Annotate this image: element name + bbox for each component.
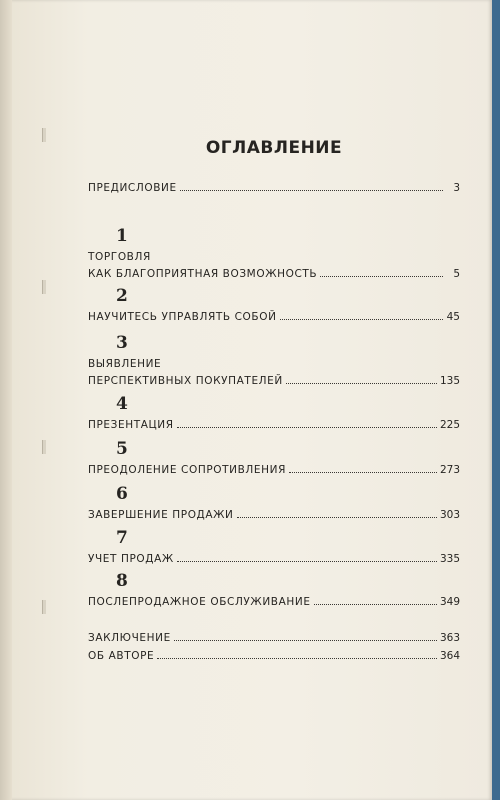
dot-leader	[286, 382, 437, 384]
entry-line	[88, 594, 460, 611]
page-number: 335	[439, 553, 460, 565]
toc-entry[interactable]	[88, 529, 460, 568]
page-number: 45	[446, 311, 460, 323]
binding-stitch	[42, 600, 46, 614]
entry-title-line: ВЫЯВЛЕНИЕ	[88, 358, 162, 370]
entry-title-line: КАК БЛАГОПРИЯТНАЯ ВОЗМОЖНОСТЬ	[88, 268, 318, 280]
chapter-number: 4	[116, 394, 128, 414]
chapter-number: 8	[116, 571, 128, 591]
toc-entry[interactable]	[88, 572, 460, 611]
entry-line	[88, 551, 460, 568]
binding-stitch	[42, 280, 46, 294]
entry-line	[88, 507, 460, 524]
binding-stitch	[42, 128, 46, 142]
entry-line	[88, 373, 460, 390]
entry-line	[88, 630, 460, 647]
entry-line	[88, 309, 460, 326]
entry-title-line: ПРЕЗЕНТАЦИЯ	[88, 419, 174, 431]
chapter-number: 7	[116, 528, 128, 548]
entry-line	[88, 180, 460, 197]
entry-title-line: ОБ АВТОРЕ	[88, 650, 155, 662]
entry-line	[88, 648, 460, 665]
book-gutter	[0, 0, 12, 800]
binding-stitch	[42, 440, 46, 454]
page-number: 363	[439, 632, 460, 644]
toc-entry[interactable]	[88, 440, 460, 479]
table-of-contents	[88, 0, 460, 800]
toc-entry[interactable]	[88, 630, 460, 647]
chapter-number: 3	[116, 333, 128, 353]
toc-entry[interactable]	[88, 334, 460, 390]
page-number: 135	[439, 375, 460, 387]
dot-leader	[174, 639, 437, 641]
dot-leader	[177, 426, 437, 428]
chapter-number: 6	[116, 484, 128, 504]
toc-entry[interactable]	[88, 180, 460, 197]
page-number: 225	[439, 419, 460, 431]
chapter-number: 1	[116, 226, 128, 246]
entry-title-line: НАУЧИТЕСЬ УПРАВЛЯТЬ СОБОЙ	[88, 311, 277, 323]
page-number: 303	[439, 509, 460, 521]
dot-leader	[320, 275, 443, 277]
dot-leader	[314, 603, 437, 605]
page-number: 273	[439, 464, 460, 476]
entry-title-line: УЧЕТ ПРОДАЖ	[88, 553, 174, 565]
dot-leader	[289, 471, 437, 473]
entry-line	[88, 417, 460, 434]
entry-title-line: ЗАВЕРШЕНИЕ ПРОДАЖИ	[88, 509, 234, 521]
toc-entry[interactable]	[88, 648, 460, 665]
chapter-number: 2	[116, 286, 128, 306]
entry-title-line: ЗАКЛЮЧЕНИЕ	[88, 632, 171, 644]
dot-leader	[237, 516, 437, 518]
entry-title-line: ПЕРСПЕКТИВНЫХ ПОКУПАТЕЛЕЙ	[88, 375, 283, 387]
toc-entry[interactable]	[88, 485, 460, 524]
page-number: 5	[453, 268, 460, 280]
entry-title-line: ПРЕОДОЛЕНИЕ СОПРОТИВЛЕНИЯ	[88, 464, 286, 476]
chapter-number: 5	[116, 439, 128, 459]
page-number: 3	[453, 182, 460, 194]
toc-entry[interactable]	[88, 287, 460, 326]
toc-title: ОГЛАВЛЕНИЕ	[205, 138, 343, 158]
entry-line	[88, 462, 460, 479]
dot-leader	[177, 560, 437, 562]
page-number: 349	[439, 596, 460, 608]
entry-line	[88, 266, 460, 283]
dot-leader	[157, 657, 437, 659]
toc-entry[interactable]	[88, 395, 460, 434]
page-number: 364	[439, 650, 460, 662]
dot-leader	[180, 189, 443, 191]
entry-title-line: ПРЕДИСЛОВИЕ	[88, 182, 177, 194]
toc-entry[interactable]	[88, 227, 460, 283]
entry-title-line: ПОСЛЕПРОДАЖНОЕ ОБСЛУЖИВАНИЕ	[88, 596, 311, 608]
dot-leader	[280, 318, 443, 320]
entry-title-line: ТОРГОВЛЯ	[88, 251, 151, 263]
